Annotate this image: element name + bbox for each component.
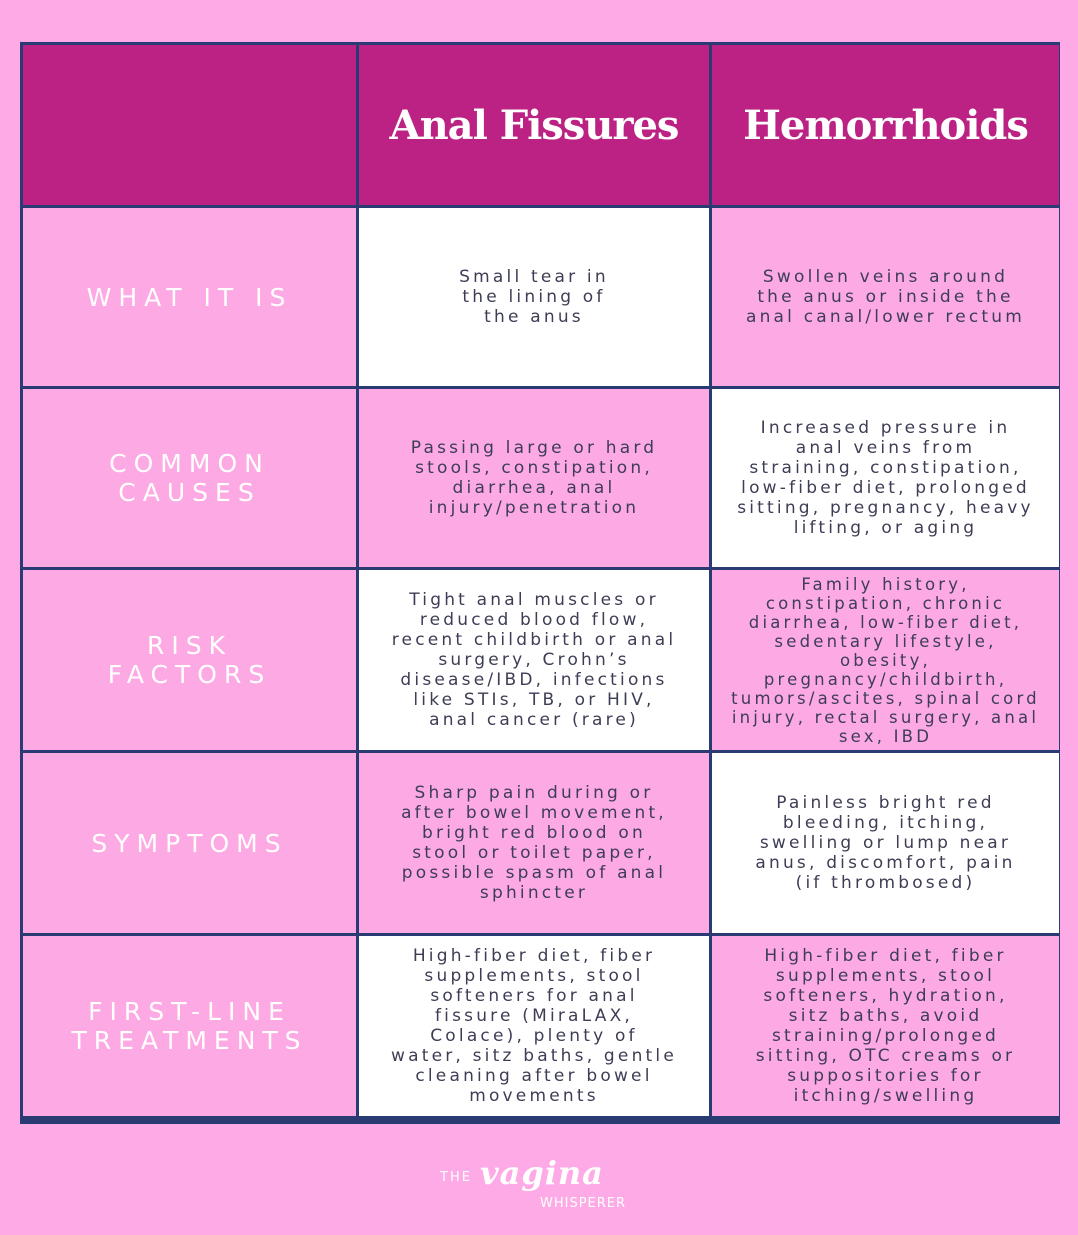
row-label-first-line-treatments	[23, 936, 356, 1116]
comparison-table	[20, 42, 1060, 1124]
cell-text: Increased pressure in anal veins from straining, constipation, low-fiber diet, prolonged sitting, pregnancy, heavy lifting, or aging	[737, 418, 1034, 538]
header-hemorrhoids	[712, 45, 1059, 205]
cell-hemorrhoids-common-causes	[712, 389, 1059, 567]
cell-hemorrhoids-symptoms	[712, 753, 1059, 933]
cell-text: Family history, constipation, chronic diarrhea, low-fiber diet, sedentary lifestyle, obesity, pregnancy/childbirth, tumors/ascites, spinal cord injury, rectal surgery, anal sex, IBD	[731, 574, 1040, 746]
cell-text: Passing large or hard stools, constipation, diarrhea, anal injury/penetration	[410, 438, 658, 518]
row-label-risk-factors	[23, 570, 356, 750]
header-hemorrhoids-label: Hemorrhoids	[743, 101, 1028, 149]
row-label-symptoms	[23, 753, 356, 933]
logo-the-text: THE	[440, 1170, 472, 1185]
row-label-text: SYMPTOMS	[91, 828, 288, 858]
header-anal-fissures	[359, 45, 709, 205]
brand-logo	[440, 1154, 650, 1220]
row-label-text: WHAT IT IS	[86, 282, 293, 312]
cell-fissures-risk-factors	[359, 570, 709, 750]
logo-whisperer-text: WHISPERER	[540, 1196, 627, 1211]
cell-hemorrhoids-first-line-treatments	[712, 936, 1059, 1116]
logo-vagina-text: vagina	[480, 1154, 604, 1192]
row-label-what-it-is	[23, 208, 356, 386]
cell-text: Swollen veins around the anus or inside the anal canal/lower rectum	[745, 267, 1026, 327]
row-label-common-causes	[23, 389, 356, 567]
row-label-text: RISK FACTORS	[107, 631, 272, 689]
header-anal-fissures-label: Anal Fissures	[389, 101, 679, 149]
cell-text: Small tear in the lining of the anus	[459, 267, 609, 327]
row-label-text: COMMON CAUSES	[109, 449, 270, 507]
header-empty-cell	[23, 45, 356, 205]
cell-fissures-common-causes	[359, 389, 709, 567]
cell-text: Tight anal muscles or reduced blood flow, recent childbirth or anal surgery, Crohn’s disease/IBD, infections like STIs, TB, or HIV, anal cancer (rare)	[391, 590, 677, 730]
cell-text: High-fiber diet, fiber supplements, stool softeners, hydration, sitz baths, avoid straining/prolonged sitting, OTC creams or suppositories for itching/swelling	[755, 946, 1016, 1106]
cell-hemorrhoids-what-it-is	[712, 208, 1059, 386]
cell-text: Sharp pain during or after bowel movement, bright red blood on stool or toilet paper, possible spasm of anal sphincter	[401, 783, 667, 903]
cell-text: Painless bright red bleeding, itching, swelling or lump near anus, discomfort, pain (if thrombosed)	[755, 793, 1016, 893]
cell-fissures-symptoms	[359, 753, 709, 933]
cell-fissures-what-it-is	[359, 208, 709, 386]
cell-text: High-fiber diet, fiber supplements, stool softeners for anal fissure (MiraLAX, Colace), plenty of water, sitz baths, gentle cleaning after bowel movements	[390, 946, 677, 1106]
cell-hemorrhoids-risk-factors	[712, 570, 1059, 750]
cell-fissures-first-line-treatments	[359, 936, 709, 1116]
row-label-text: FIRST-LINE TREATMENTS	[71, 997, 308, 1055]
